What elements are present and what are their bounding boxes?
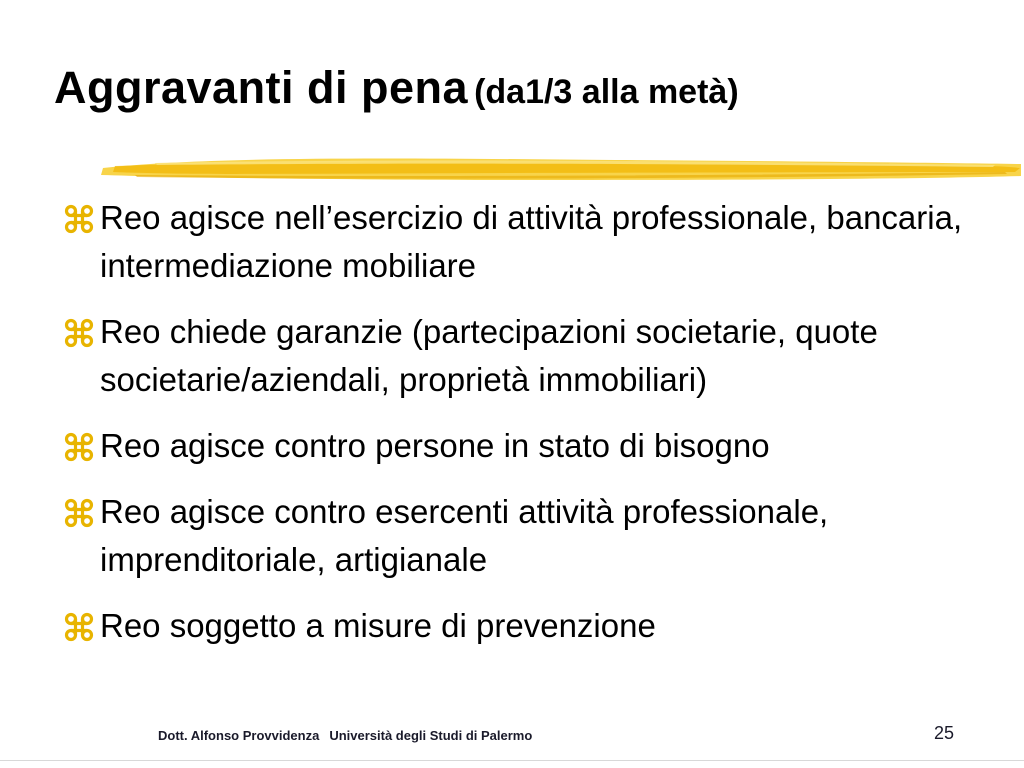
bottom-divider <box>0 760 1024 761</box>
command-key-icon <box>64 204 94 234</box>
footer-author: Dott. Alfonso Provvidenza <box>158 728 320 743</box>
title-main: Aggravanti di pena <box>54 62 469 113</box>
command-key-icon <box>64 432 94 462</box>
title-subtitle: (da1/3 alla metà) <box>474 73 739 111</box>
slide-title <box>54 62 739 114</box>
command-key-icon <box>64 498 94 528</box>
bullet-text: Reo agisce contro persone in stato di bisogno <box>100 427 770 464</box>
page-number: 25 <box>934 723 955 743</box>
command-key-icon <box>64 318 94 348</box>
bullet-list <box>62 194 1002 668</box>
bullet-text: Reo chiede garanzie (partecipazioni societarie, quote societarie/aziendali, proprietà immobiliari) <box>100 313 878 398</box>
bullet-item-3 <box>62 422 1002 470</box>
bullet-item-5 <box>62 602 1002 650</box>
command-key-icon <box>64 612 94 642</box>
bullet-text: Reo agisce nell’esercizio di attività professionale, bancaria, intermediazione mobiliare <box>100 199 963 284</box>
highlighter-stroke <box>95 146 1024 188</box>
bullet-text: Reo soggetto a misure di prevenzione <box>100 607 656 644</box>
footer <box>158 728 532 743</box>
footer-university: Università degli Studi di Palermo <box>329 728 533 743</box>
bullet-item-4 <box>62 488 1002 584</box>
bullet-item-1 <box>62 194 1002 290</box>
bullet-item-2 <box>62 308 1002 404</box>
bullet-text: Reo agisce contro esercenti attività professionale, imprenditoriale, artigianale <box>100 493 829 578</box>
